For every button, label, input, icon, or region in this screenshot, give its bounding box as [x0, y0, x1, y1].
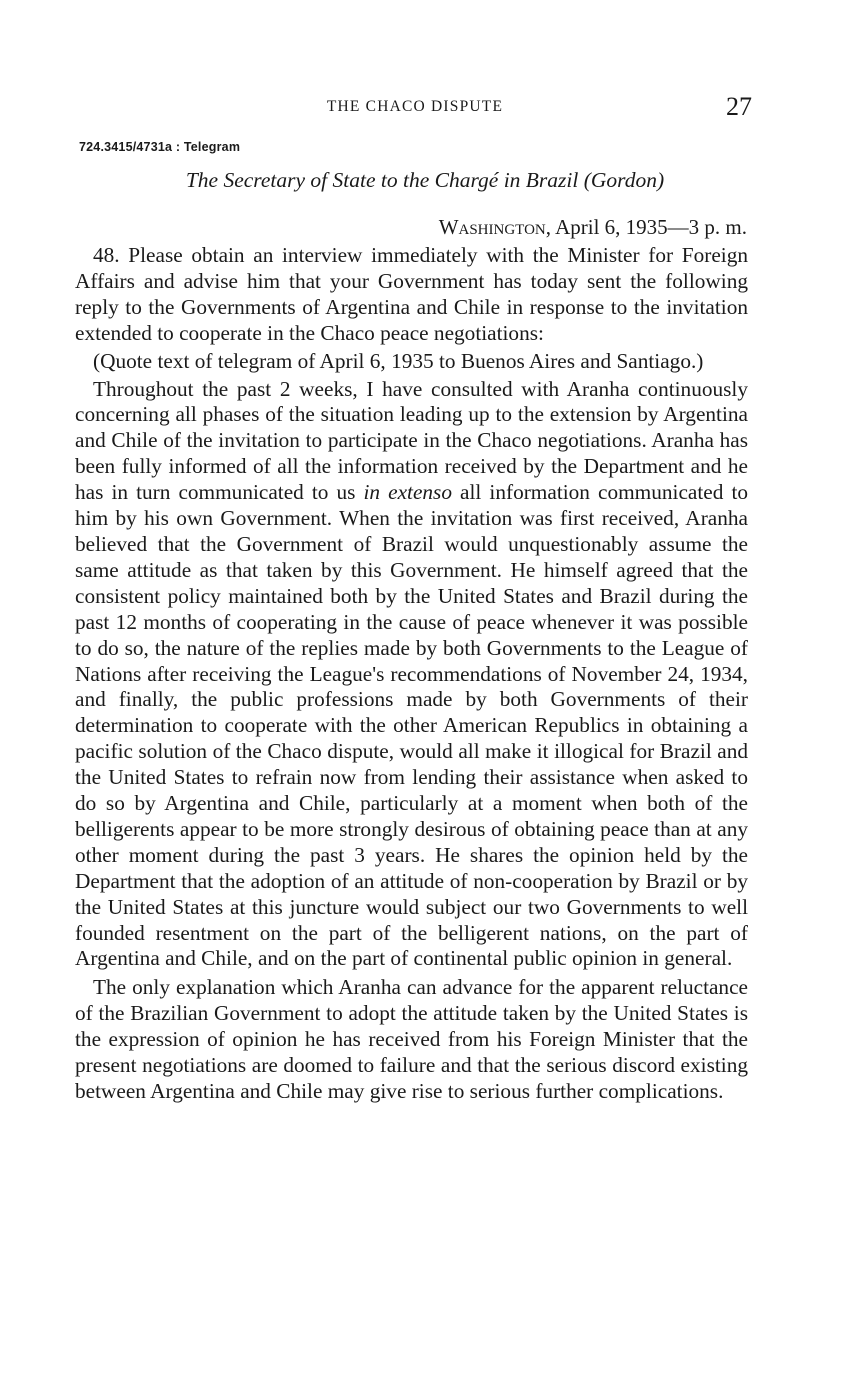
paragraph-2: (Quote text of telegram of April 6, 1935 to Buenos Aires and Santiago.) [93, 348, 704, 373]
paragraph-3 [75, 377, 748, 973]
running-title: THE CHACO DISPUTE [326, 98, 504, 115]
dateline-place: Washington [438, 215, 546, 239]
page-number: 27 [726, 92, 752, 121]
heading-suffix: ) [657, 168, 665, 192]
dateline [439, 215, 747, 240]
file-reference: 724.3415/4731a : Telegram [79, 140, 241, 154]
dateline-date: , April 6, 1935—3 p. m. [545, 215, 747, 239]
paragraph-1: 48. Please obtain an interview immediately with the Minister for Foreign Affairs and advise him that your Government has today sent the following reply to the Governments of Argentina and Chile in response to the invitation extended to cooperate in the Chaco peace negotiations: [75, 243, 748, 345]
document-heading [0, 168, 850, 193]
paragraph-3-part-2: all information communicated to him by his own Government. When the invitation was first received, Aranha believed that the Government of Brazil would unquestionably assume the same attitude as that taken by this Government. He himself agreed that the consistent policy maintained both by the United States and Brazil during the past 12 months of cooperating in the cause of peace whenever it was possible to do so, the nature of the replies made by both Governments to the League of Nations after receiving the League's recommendations of November 24, 1934, and finally, the public professions made by both Governments of their determination to cooperate with the other American Republics in obtaining a pacific solution of the Chaco dispute, would all make it illogical for Brazil and the United States to refrain now from lending their assistance when asked to do so by Argentina and Chile, particularly at a moment when both of the belligerents appear to be more strongly desirous of obtaining peace than at any other moment during the past 3 years. He shares the opinion held by the Department that the adoption of an attitude of non-cooperation by Brazil or by the United States at this juncture would subject our two Governments to well founded resentment on the part of the belligerent nations, on the part of Argentina and Chile, and on the part of continental public opinion in general. [75, 480, 749, 971]
paragraph-3-part-1: Throughout the past 2 weeks, I have consulted with Aranha continuously concerning all phases of the situation leading up to the extension by Argentina and Chile of the invitation to participate in the Chaco negotiations. Aranha has been fully informed of all the information received by the Department and he has in turn communicated to us [75, 376, 748, 505]
telegram-body [75, 243, 748, 1108]
heading-prefix: The Secretary of State to the Chargé in Brazil ( [185, 168, 591, 192]
paragraph-3-italic: in extenso [363, 480, 452, 505]
running-header [0, 94, 850, 124]
paragraph-4: The only explanation which Aranha can advance for the apparent reluctance of the Brazilian Government to adopt the attitude taken by the United States is the expression of opinion he has received from his Foreign Minister that the present negotiations are doomed to failure and that the serious discord existing between Argentina and Chile may give rise to serious further complications. [75, 975, 748, 1103]
heading-name: Gordon [590, 168, 657, 192]
